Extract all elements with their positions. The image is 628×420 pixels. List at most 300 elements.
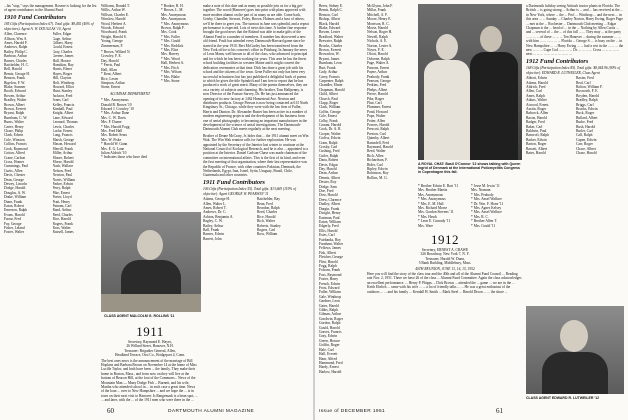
contributor-name: Mason, Howard [52, 142, 76, 147]
contributor-name: Dow, Harold [319, 193, 338, 198]
contributor-name: Dexter, Roy [319, 180, 337, 185]
contributor-name: Carpenter, Ralph [319, 78, 344, 83]
contributor-name: Woods, Edward [101, 26, 124, 31]
contributor-name: * Mrs. Blake [161, 74, 180, 79]
contributor-name: Stone, Ernest [101, 85, 121, 90]
contributor-name: Mrs. Cook [161, 30, 177, 35]
contributor-name: Allen, Carl [526, 89, 542, 94]
contributor-name: Pratt, Henry [52, 199, 71, 204]
contributor-name: Chandler, Elmer [319, 83, 343, 88]
contributor-name: Griffin, Roger [319, 343, 340, 348]
contributor-name: * Mrs. Ansel Wallace [471, 197, 502, 202]
contributor-name: Clapp, Roger [319, 100, 339, 105]
contributor-name: Boyden, Harold [576, 93, 599, 98]
contributor-name: Miller, Arthur [52, 151, 73, 156]
left-col-3 [203, 4, 309, 404]
contributor-name: Pike, Roger [367, 96, 384, 101]
contributor-name: Allison, Wm. S. [4, 36, 28, 41]
contributor-name: Hayes, Roger [52, 71, 73, 76]
contributor-name: Prescott, Ralph [367, 127, 389, 132]
contributor-name: Mrs. Gordon Stevens '11 [418, 210, 454, 215]
contributor-name: Burke, Fred [576, 120, 594, 125]
contributor-name: Andrews, Dr. C. [203, 210, 227, 215]
contributor-name: Emerson, Ralph [4, 208, 28, 213]
contributor-name: Chapman, Harold [319, 87, 345, 92]
contributor-name: Adams, George H. [203, 197, 230, 202]
alumnae-note: ALUMNAE DEPARTMENT [110, 91, 150, 96]
royal-chat-caption: A ROYAL CHAT: Basil O'Connor '12 shows talking with Queen Ingrid of Denmark at the International Poliomyelitis Congress in Copenhagen this fall. [418, 162, 521, 175]
fund-heading-1911: 1911 Fund Contributors [203, 178, 265, 186]
contributor-name: Gage, Arthur [52, 36, 72, 41]
contributor-name: Hunt, Stanley [52, 89, 73, 94]
contributor-name: Brooks, Charles [319, 43, 343, 48]
contributor-name: Foster, Harry [319, 277, 339, 282]
secretary-1912: Secretary, ERNEST A. CRAWE [421, 248, 469, 252]
contributor-name: Batchelder, H. C. [4, 62, 29, 67]
contributor-name: Bean, Fred [257, 201, 273, 206]
contributor-name: Dewey, Lincoln [4, 181, 27, 186]
contributor-name: Davis, Edgar [319, 162, 338, 167]
contributor-name: McGlynn, John F. [367, 4, 393, 8]
contributor-name: * Mrs. Harold Fogg [101, 124, 130, 129]
contributor-name: * Indicates those who have died [101, 155, 148, 160]
left-footer: DARTMOUTH ALUMNI MAGAZINE [168, 409, 255, 414]
contributor-name: Benson, Carl [319, 12, 338, 17]
contributor-name: * Mrs. Anonymous [418, 197, 446, 202]
class-agent-caption-1912: CLASS AGENT EDWARD R. LUTWEILER '12 [526, 396, 600, 400]
contributor-name: * Jesse M. Irwin '11 [471, 184, 500, 188]
contributor-name: * Harold W. Gunn [101, 142, 128, 147]
contributor-name: Bemis, George H. [4, 71, 30, 76]
contributor-name: Coffin, George [319, 109, 341, 114]
class-notes-1912: Here you will find the story of the class tour and the 40th and all of the Alumni Fund Council ... Reading rate Nov. 2, 1951. There we have 26 of the class ... Alumni Fund Committee. Again the class acknowledges an excellent performance. ... Henry P. Phipps ... Dick Brown ... attended the ... game ... we are in the ... Keith Ehrlich ... came with his wife ... ... a lot of friendly talks ... ... He was a great enthusiast of the outdoors ... ... and his family ... Kendall H. Smith ... Mark Steel ... Harold Dixon ... ... the shore ... [367, 272, 522, 294]
contributor-name: * Brown, L. M. [161, 8, 184, 13]
contributor-name: Morse, Harold [367, 26, 388, 31]
address-1912-a: 326 Broadway, New York 7, N. Y. [420, 252, 470, 257]
contributor-name: Lewis, Charles [52, 124, 75, 129]
contributor-name: Gale, Winthrop [319, 294, 342, 299]
contributor-name: * Mrs. Agnes Kelsey [471, 206, 502, 211]
contributor-name: * Mrs. Wood [161, 56, 180, 61]
contributor-name: Bishop, Albert [319, 17, 340, 22]
contributor-name: Mrs. E. G. Lane [101, 146, 125, 151]
contributor-name: Dudley, Albert [319, 202, 341, 207]
contributor-name: Bush, Harold [576, 124, 596, 129]
contributor-name: Roberts, Stanley [257, 223, 281, 228]
contributor-name: Rollins, M. G. [367, 175, 388, 180]
contributor-name: * Mrs. Peabody [471, 192, 494, 197]
contributor-name: Hall, Everett [319, 352, 338, 357]
contributor-name: Ball, Frank [203, 228, 220, 232]
contributor-name: * Mrs. Anonymous [101, 98, 129, 103]
contributor-name: Drew, Clarence [319, 197, 342, 202]
contributor-name: Mrs. Anonymous [161, 17, 186, 22]
contributor-name: Ames, Ralph [526, 93, 545, 98]
contributor-name: Plummer, Ernest [367, 105, 392, 110]
contributor-name: Durgin, Frank [319, 206, 340, 211]
contributor-name: Locke, Ernest [52, 129, 73, 134]
contributor-name: Mrs. Ware [418, 223, 434, 228]
contributor-name: Pike, Ernest [52, 190, 70, 195]
contributor-name: Atkins, Walter [526, 98, 547, 103]
contributor-name: Gates, Harold [319, 303, 339, 308]
contributor-name: Clark, Edwin [4, 133, 24, 138]
contributor-name: Austin, Roger [526, 107, 547, 112]
fund-subheading-1910: 185 Gifts (Participation Index 67). Total gifts: $8,492 (40% of objectives). Agent A. W. DOUGLAS '10, Agent [4, 22, 94, 31]
contributor-name: Adams, Harold [526, 80, 548, 85]
right-footer: Issue of DECEMBER 1951 [319, 409, 386, 414]
contributor-name: Pierce, Harold [367, 92, 388, 97]
contributor-name: Fellows, James [319, 246, 341, 251]
contributor-name: Porter, Lloyd [52, 195, 72, 200]
contributor-name: * Mrs. Wilson [161, 70, 182, 75]
right-col-2b [418, 184, 470, 228]
contributor-name: Evans, Harold [4, 212, 25, 217]
contributor-name: Ham, Alfred [319, 356, 337, 361]
contributor-name: Knight, Albert [52, 111, 74, 116]
photo-queen-head [436, 34, 458, 60]
contributor-name: Millar, Frank [367, 8, 387, 13]
contributor-name: Pope, Walter [367, 114, 386, 119]
contributor-name: * Dr. Wm. F. Hone '11 [471, 201, 504, 206]
contributor-name: Bosworth, F. E. [576, 89, 599, 94]
right-col-2c [471, 184, 523, 228]
contributor-name: Bryant, James [319, 56, 340, 61]
contributor-name: * Mrs. Arthur Dane [101, 111, 130, 116]
contributor-name: Burnham, Leon [319, 61, 342, 66]
contributor-name: Foster, Walter [4, 230, 25, 235]
contributor-name: Reed, Charles [257, 210, 278, 215]
contributor-name: Nelson, Fred [52, 168, 72, 173]
photo-subject-head [137, 230, 163, 260]
memorial-list-1911-b [471, 184, 523, 228]
contributor-name: * Mrs. Fitch [161, 65, 179, 70]
contributor-name: Powers, Harold [367, 122, 390, 127]
contributor-name: Gould, Ernest [52, 45, 73, 50]
contributor-name: Davis, Chester [4, 173, 26, 178]
class-notes-1911: The best ones news is the announcement of the marriage of Bill Hopkins and Barbara Brown on November 14 at the home of Miss Lucille Taylor, and both have been ... the family. They make their home in Boston, Mass., and from now on they will live at the bottom of Beacon Hill, at the foot of the Commons... News of the Mountain Man — Many Dodge Fish ... Burnett, and his wife, Martha who attended school in ... in each case a great time. News of the loan ... over to New Hampshire ... and we hope the ... is in town on their next visit to Hanover. Is Rangemark is a bean spot, ... ... and later, with the ... of the 1911 men who were there in the ... [101, 358, 198, 403]
contributor-name: * Brother Allen T. [471, 219, 498, 224]
contributor-name: Baxter, Fred [576, 76, 594, 81]
contributor-name: Reed, Walter [367, 149, 386, 154]
contributor-name: Dunn, Frank [4, 199, 23, 204]
contributor-name: Phelps, Albert [367, 87, 388, 92]
contributor-name: Barrett, John [203, 236, 222, 241]
contributor-name: Fay, George [4, 221, 22, 226]
left-page-number: 60 [107, 407, 114, 415]
contributor-name: Mrs. Norman [471, 188, 491, 193]
contributor-name: Gordon, Ralph [319, 321, 341, 326]
contributor-list-1910-memorial [161, 4, 199, 83]
contributor-name: Rand, Arthur [52, 208, 72, 213]
contributor-name: Benson, Frank [4, 76, 25, 81]
contributor-name: Simpson, Arthur [101, 80, 125, 85]
contributor-name: Parsons, Ernest [367, 65, 390, 70]
contributor-name: Mitchell, A. F. [367, 12, 388, 17]
contributor-name: Rice, Lester [101, 76, 119, 81]
contributor-name: Graves, Francis [319, 330, 342, 335]
contributor-name: Cushing, Fred [319, 149, 340, 154]
contributor-name: Butler, Carl [576, 129, 593, 134]
contributor-name: Clark, William [319, 105, 341, 110]
contributor-name: Page, Walter A. [367, 61, 390, 66]
contributor-name: Brown, Ralph F. [161, 26, 185, 31]
contributor-name: Cady, Arthur [319, 70, 338, 75]
contributor-name: Day, Harold [101, 58, 119, 63]
contributor-name: Rice, Harold [257, 214, 276, 219]
contributor-list-1910-cont [101, 4, 159, 48]
photo-subject-head [560, 320, 588, 352]
contributor-name: Morse, Harold [52, 159, 74, 164]
contributor-name: Atwood, Ernest [526, 102, 549, 107]
contributor-name: Ramsdell, Fred [367, 140, 389, 145]
contributor-name: * Mrs. Stone [161, 78, 180, 83]
contributor-name: Chase, Philip [4, 129, 24, 134]
contributor-name: Fuller, Edgar [52, 32, 72, 37]
contributor-name: Howard, Elliot [52, 85, 74, 89]
contributor-name: Brown, Everett [4, 107, 26, 112]
contributor-name: Barnes, Charles [4, 58, 27, 63]
contributor-name: Moore, Robert [52, 155, 74, 160]
contributor-name: Quimby, Albert [367, 136, 390, 141]
contributor-name: Folsom, Frank [319, 268, 340, 273]
contributor-name: Bailey, Philip C. [4, 49, 28, 54]
contributor-name: Fletcher, George [319, 255, 343, 260]
contributor-name: Andrews, Ralph [4, 45, 28, 50]
contributor-name: Newton, Paul [52, 173, 73, 178]
contributor-name: Hall, Allan [101, 67, 117, 72]
contributor-name: Gray, Charles [52, 49, 73, 54]
contributor-name: Eastman, Paul [319, 215, 340, 220]
contributor-name: Reardon, Ralph [257, 205, 280, 210]
contributor-list-1911-cont-b [367, 4, 415, 180]
contributor-name: Ripley, Edwin [367, 167, 388, 172]
class-notes-1912-cont: a Dartmouth holiday seeing Attitash tractor plants in Florida. The British ... is going strong ... Arthur is ... and ... has received at the ... in New York, where ... the ... Prof ... Winthrop ... and the next ... in this area ... ... Sunday ... Charley Norton, Harry Ewing, Roger Page ... met at the ... Rochester ... Dartmouth Club meeting ... Edgar Chapman is the ... head of ... in the ... Nothing by Allen Curtis ... and ... several of ... the ... of this fall ... ... They may ... at the party ... ... ... ... of these ... ... ... Ten Hanover ... during the summer ... ... with him ... ... ... ... ... ... Florida ... George S. ... is busy on the ... in New Hampshire ... ... Harry Ewing ... ... had a rest in the ... ... ... the new ... ... ... Cape Cod ... ... ... ... Dr. ... ... ... ... Cross ... ... ... ... ... next ... ... ... ... ... ... ... ... ... ... ... [526, 4, 624, 57]
contributor-name: Bacon, Harold [526, 115, 547, 120]
contributor-name: Gilman, Arthur [319, 312, 341, 317]
fund-heading-1912: 1912 Fund Contributors [526, 57, 589, 65]
contributor-name: * Booker, R. H. [161, 4, 184, 8]
contributor-name: Farrar, Fred [4, 217, 22, 222]
contributor-name: Payne, Arthur [367, 70, 387, 75]
contributor-name: Barton, Roger [526, 142, 547, 147]
contributor-name: Bradford, Walter [319, 34, 344, 39]
contributor-name: Jones, Carl [52, 98, 69, 103]
contributor-name: Call, Ralph [576, 133, 593, 138]
contributor-name: Frost, Edward [319, 286, 340, 290]
contributor-name: Carr, Roger [576, 142, 593, 147]
contributor-name: Wright, Harold S. [101, 34, 127, 39]
contributor-name: Dennis, Albert [319, 175, 340, 180]
class-agent-photo-1912 [526, 306, 624, 394]
contributor-name: Hall, Herbert A. [161, 61, 185, 66]
contributor-name: Ames, Robert T. [203, 205, 227, 210]
contributor-name: Briggs, Carl [576, 102, 594, 107]
contributor-name: Rider, Carl [367, 162, 383, 167]
contributor-name: Beers, Sidney E. [319, 4, 343, 8]
photo-subject-body [542, 352, 608, 394]
contributor-list-1910 [4, 32, 99, 235]
contributor-name: Bradley, Walter [4, 98, 27, 103]
class-agent-caption-1911: CLASS AGENT MALCOLM G. ROLLINS '11 [104, 314, 175, 318]
contributor-name: Capen, Edwin [576, 137, 597, 142]
contributor-name: Blake, Sumner [4, 85, 26, 89]
contributor-name: Jackson, Fred [52, 93, 73, 98]
section-1912 [367, 230, 523, 408]
contributor-name: * Mrs. Gould '11 [471, 223, 496, 228]
contributor-name: Platt, Carl [367, 100, 382, 105]
contributor-name: Cram, Ralph [319, 140, 338, 145]
contributor-name: Burnham, C. W. [4, 115, 28, 120]
contributor-name: Douglas, A. W. [4, 190, 26, 195]
contributor-name: Cole, Winston [4, 137, 25, 142]
contributor-name: Cooper, Walter [319, 131, 341, 136]
contributor-name: Rogers, Carl [257, 228, 276, 232]
contributor-name: Julian Aldrich '10 [101, 151, 127, 155]
contributor-list-1911-cont [319, 4, 365, 374]
year-heading-1912: 1912 [431, 232, 459, 247]
intro-text: ...his "stop," says the management. Rosene is looking for the list of agent contributors to the Alumni Fund. [4, 4, 97, 13]
contributor-name: Harlow, Harold [319, 369, 342, 374]
contributor-name: Farnham, Walter [319, 241, 343, 246]
contributor-name: Cotton, Alfred [4, 151, 25, 156]
contributor-name: Osborne, Ralph [367, 56, 390, 61]
contributor-name: Dodge, Harold [4, 186, 26, 191]
contributor-name: Potter, Allen [367, 118, 386, 123]
class-notes-1911-cont: make a note of this date and as many as possible join us for a big get-together. The wood (Hanover) goes into print with plans approved with more modern alumni on the part of as many as are able. Come back, Grisby, Chandler, Stewart, Foley, Brown, Holmes and a host of others; we'll be there to greet you. The turnout in June was splendid, and a repeat performance is expected. Lots of news this time. A further fine response brought the good news that the Roland was able to make gifts of the Alumni Fund to a number of members. A number has discovered a new old friend. Poult has attended every Dartmouth-Harvard game since he started in the year 1910. Bert McGarley has been transferred from the New York office to his concern's office in Pittsburg. In January the news of Leon Mann, well known to all of the class, who advanced to principal and for which he has been working for years. This area he has the finest school building facilities in western Maine and it might convert the dedication ceremonies at that time. Dick has done a great job with his school and the citizens of the town. Gene Fuller not only has been very successful in business but has just published a delightful book of poems to which he gives the title Spindrift and I am free to report that he has produced a work of great merit. Many of the poems themselves, they are on a variety of subjects and charming. His brother, Tom Halfpenny, is now Director of the Pasture Survey, Dr. He has just announced the opening of its new factory at 1462 Homestead Ave. Newton and distributes products. George Pierson is now being contacted at 613 North Kingsbury St., Chicago, while they were with the law firm of Fuller, Harris and Dunton. Dr. Alexander Baxter has been active in a number of modern engineering projects and the development of his business from one of aerial photography to becoming an important manufacturer in the development of the science of aerial investigations. The Dartmouth-Dartmouth Alumni Club meets regularly at the next meeting. [203, 4, 309, 132]
address-1911-a: 26 Willard Street, Hanover, N.H. [126, 344, 174, 349]
contributor-name: Allen, Clarence [4, 32, 27, 37]
memorial-list-1911 [418, 184, 470, 228]
contributor-name: Estes, Carl [319, 233, 335, 238]
right-col-1 [319, 4, 365, 404]
contributor-name: Chase, Harold [576, 151, 597, 156]
contributor-name: Donald B. Brown '10 [101, 102, 132, 107]
contributor-name: Foss, Raymond [319, 272, 342, 277]
contributor-name: Marsh, George [52, 137, 74, 142]
contributor-name: Reed, Charles [52, 212, 73, 217]
contributor-name: Young, George [101, 39, 123, 44]
contributor-name: Gilbert, Harry [52, 40, 73, 45]
contributor-name: Bowen, Lester [319, 30, 340, 35]
contributor-name: Bigelow, F. W. [4, 80, 26, 85]
contributor-name: Raymond, Harold [367, 145, 393, 149]
photo-queen-body [424, 60, 470, 160]
contributor-name: Gray, Edwin [319, 334, 338, 339]
contributor-name: Mrs. Robert Sears [101, 133, 128, 138]
contributor-name: Gardner, Leon [319, 299, 340, 304]
class-notes-1911-cont-b: Brother of Deane McCrary, Jr. hides that ... the 1911 alumni meet on Win Wak. The Win Wak reunion calls for further exploration. He was appointed by the Secretary of the Interior last winter to continue at the National Council of Ecological Research, and he is also ... appointed to a position at the Interior. Daniel Carlson-Chase was made chairman of the committee on international affairs. This is the first of its kind, and even the first meeting of that organization, where their last representative was the Republic of France, with other countries Pakistan, Denmark, the Netherlands, Egypt, Iran, Israel, Syria, Uruguay, Brazil, Chile, Guatemala and other countries. [203, 133, 309, 178]
contributor-name: * Ferris, Paul [101, 63, 121, 68]
contributor-name: Flint, Harold [319, 259, 338, 264]
contributor-name: Woodward, Frank [101, 30, 127, 35]
contributor-name: Long, Francis [52, 133, 73, 138]
contributor-name: Ashton, Benjamin A. [203, 214, 234, 219]
address-1912-b: 5 Bank Building, Middlebury, Mass. [418, 261, 472, 266]
contributor-name: Collins, Francis [4, 142, 27, 147]
contributor-name: Brown, Everett [319, 48, 341, 53]
contributor-name: Ames, Harold F. [4, 40, 28, 45]
contributor-name: Fuller, William [319, 290, 341, 295]
contributor-name: Perkins, Fred [367, 83, 387, 88]
contributor-name: Nelson, Roger H. [367, 30, 393, 35]
contributor-name: Drake, William [4, 195, 27, 200]
contributor-name: Bell, Harold [4, 67, 22, 72]
contributor-name: * Brown, Willard N. [101, 50, 131, 55]
contributor-name: Nash, Wallace [52, 164, 74, 169]
contributor-name: * Mrs. Ansel Wallace [471, 210, 502, 215]
contributor-name: Zimmerman, F. [101, 43, 124, 48]
contributor-name: Aldrich, Fred [526, 85, 546, 89]
contributor-list-1911 [203, 197, 309, 241]
contributor-name: Fisher, Leland [4, 226, 25, 230]
contributor-name: Rogers, Frank [52, 221, 73, 226]
contributor-name: Hamilton, Ray [52, 62, 74, 67]
contributor-name: Nichols, A. E. [367, 39, 388, 44]
contributor-name: Noyes, F. E. [367, 48, 385, 53]
contributor-name: Bradley, Ralph [576, 98, 598, 103]
contributor-name: Hardy, Ernest [319, 365, 339, 370]
contributor-name: Hale, Carl [319, 347, 334, 352]
contributor-name: Parker, Edwin [52, 181, 73, 186]
contributor-name: * Leon E. Conrady '11 [418, 219, 451, 224]
contributor-name: Corliss, Edwin [319, 136, 341, 141]
treasurer-1911: Treasurer: Brigadier General, Allen, [124, 348, 176, 353]
contributor-name: Church, Paul [319, 96, 338, 101]
contributor-name: * Mrs. Hawk [418, 214, 437, 219]
contributor-name: Mrs. W. Fiske [101, 137, 122, 142]
contributor-name: Willis, Arthur W. [101, 8, 126, 13]
contributor-name: Hill, Clayton [52, 76, 72, 81]
contributor-name: Carey, Francis [319, 74, 340, 79]
contributor-name: Merrill, Frank [52, 146, 73, 151]
contributor-name: Peabody, Frank [367, 74, 390, 79]
contributor-name: Brooks, Edwin [576, 107, 598, 112]
contributor-name: Norton, Lester A. [367, 43, 393, 48]
contributor-name: Fogg, Ralph [319, 263, 337, 268]
contributor-name: Bemis, Ralph C. [319, 8, 343, 13]
contributor-name: Rich, Allen [367, 153, 384, 158]
contributor-name: Morrison, R. C. [367, 21, 390, 26]
contributor-name: Dean, George [4, 177, 24, 182]
contributor-name: Bryant, Ralph [4, 111, 25, 116]
photo-desk [101, 294, 201, 312]
contributor-name: * Kent, Albert [101, 72, 122, 77]
contributor-name: Dodge, Sam [319, 184, 337, 189]
contributor-name: * Mrs. E. M. Hall [418, 201, 444, 206]
contributor-name: Ross, William [257, 232, 278, 237]
address-1911-b: Headland Terrace, Ossi Co., Bridgeport 4, Conn. [114, 353, 186, 358]
contributor-name: Pearson, George [367, 78, 391, 83]
class-agent-photo-1911 [101, 212, 201, 312]
contributor-name: Allen, Walter L. [203, 201, 227, 206]
contributor-name: Gould, Harold [319, 325, 340, 330]
contributor-name: * Mrs. Reddick [161, 43, 184, 48]
contributor-name: Brewster, Ralph [319, 39, 343, 44]
contributor-name: Curtis, Allen [4, 168, 23, 173]
contributor-list-alumnae [101, 98, 159, 160]
fund-subheading-1911: 106 Gifts (Participation Index 55). Total gifts: $13,669 (119% of objective). Agent GEORGE W. PEARSON '11 [203, 187, 296, 196]
contributor-name: Goodwin, Roger [319, 316, 343, 321]
right-col-2 [367, 4, 415, 180]
contributor-name: Cutler, Ralph [319, 153, 339, 158]
contributor-name: Dwight, Henry [319, 211, 341, 216]
contributor-name: Moore, Henry E. [367, 17, 392, 22]
contributor-name: Bowen, Arthur [4, 93, 26, 98]
contributor-name: Crane, Carlton [4, 155, 26, 160]
contributor-name: Lane, Edward [52, 115, 73, 120]
contributor-name: Kelley, Francis [52, 102, 75, 107]
